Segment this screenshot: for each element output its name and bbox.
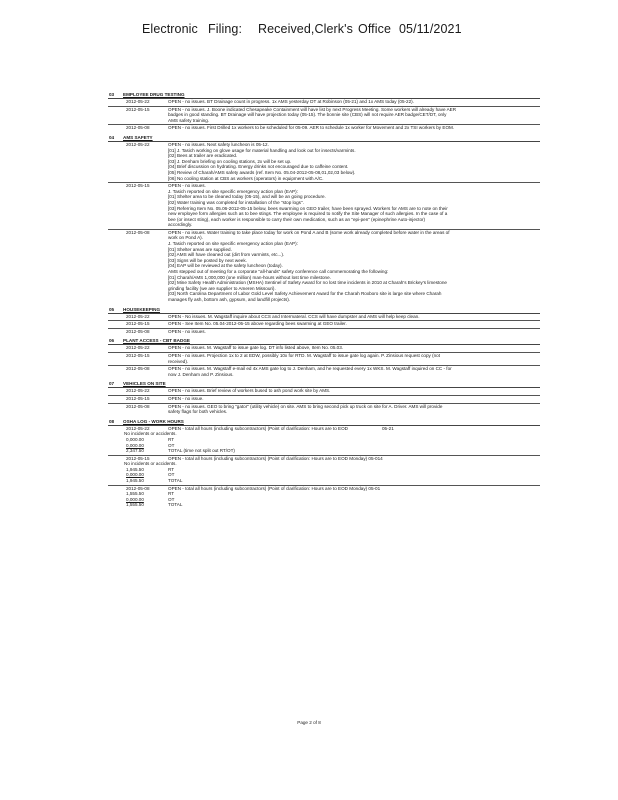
section-header <box>108 419 540 426</box>
entry-body <box>168 99 540 105</box>
hours-label: TOTAL <box>168 502 183 508</box>
dated-entry <box>108 366 540 378</box>
section-title: PLANT ACCESS - CBT BADGE <box>123 338 190 344</box>
hours-row <box>126 478 540 484</box>
entry-text-line: [03] J. Denham briefing on cooling stations, 2x will be set up. <box>168 158 292 164</box>
entry-date: 2012-05-08 <box>126 403 150 409</box>
entry-date: 2012-05-15 <box>126 183 150 189</box>
hours-label: TOTAL <box>168 478 183 484</box>
entry-body <box>168 314 540 320</box>
entry-body <box>168 321 540 327</box>
entry-text-line: OPEN - no issue. <box>168 395 204 401</box>
entry-date: 2012-05-08 <box>126 485 150 491</box>
hours-label: RT <box>168 436 175 442</box>
entry-date: 2012-05-15 <box>126 352 150 358</box>
entry-text-line: OPEN - no issues. J. Boone indicated Chesapeake Containment will have list by next Progress Meeting. Some workers will already have AER <box>168 106 457 112</box>
entry-text-line: OPEN - no issues. Water training to take place today for work on Pond A and B (some work already completed before water in the areas of <box>168 229 450 235</box>
entry-text-line: [01] Shelter areas are supplied. <box>168 246 232 252</box>
entry-body <box>168 183 540 228</box>
page-footer <box>0 720 618 725</box>
agenda-section <box>108 135 540 304</box>
osha-hours-entry <box>108 456 540 486</box>
entry-date: 2012-05-22 <box>126 345 150 351</box>
filing-date: 05/11/2021 <box>399 22 462 36</box>
entry-body <box>168 230 540 303</box>
entry-body <box>168 388 540 394</box>
entry-text-line: OPEN - no issues. <box>168 328 206 334</box>
entry-text-line: work on Pond A). <box>168 235 203 241</box>
dated-entry <box>108 345 540 353</box>
dated-entry <box>108 388 540 396</box>
dated-entry <box>108 183 540 230</box>
hours-label: RT <box>168 466 175 472</box>
hours-value: 2,347.50 <box>126 448 144 454</box>
entry-text-line: grinding facility (we are supplier to Ameren Missouri). <box>168 285 276 291</box>
hours-value: 1,555.50 <box>126 502 144 508</box>
section-header <box>108 307 540 314</box>
dated-entry <box>108 404 540 416</box>
hours-value: 1,555.50 <box>126 491 144 497</box>
entry-text-line: [04] EAP will be reviewed at the safety luncheon (today). <box>168 263 283 269</box>
dated-entry <box>108 107 540 126</box>
dated-entry <box>108 314 540 322</box>
entry-text-line: [03] Referring Item No. 05.06-2012-05-15 below, bees swarming on GEO trailer, have been sprayed. Workers for AMS are to note on their <box>168 205 448 211</box>
hours-label: TOTAL (time not split out RT/OT) <box>168 448 235 454</box>
section-title: VEHICLES ON SITE <box>123 381 166 387</box>
entry-text-line: new employee form allergies such as to bee stings. The employee is required to notify the Site Manager of such allergies. In the case of a <box>168 211 448 217</box>
osha-description-text: OPEN - total all hours (including subcontractors) (Point of clarification: Hours are to EOD <box>168 425 348 431</box>
agenda-section <box>108 92 540 132</box>
entry-body <box>168 366 540 377</box>
entry-text-line: J. Tasich reported on site specific emergency action plan (EAP): <box>168 241 298 247</box>
entry-text-line: [03] North Carolina Department of Labor Gold Level Safety Achievement Award for the Charah Roxboro site is large site where Charah <box>168 291 442 297</box>
osha-description-text: OPEN - total all hours (including subcontractors) (Point of clarification: Hours are to EOD Monday) 05-014 <box>168 455 383 461</box>
dated-entry <box>108 230 540 304</box>
hours-value: 0,000.00 <box>126 472 144 478</box>
hours-label: RT <box>168 491 175 497</box>
entry-text-line: [02] AMS will have cleaned out (dirt from varmints, etc...). <box>168 252 285 258</box>
entry-date: 2012-05-22 <box>126 141 150 147</box>
entry-text-line: [04] Brief discussion on hydrating. Energy drinks not encouraged due to caffeine content. <box>168 164 349 170</box>
dated-entry <box>108 125 540 132</box>
dated-entry <box>108 329 540 336</box>
section-title: AMS SAFETY <box>123 134 153 140</box>
entry-body <box>168 107 540 124</box>
filing-word-office: Office <box>358 22 392 36</box>
entry-date: 2012-05-08 <box>126 229 150 235</box>
section-number: 08 <box>109 418 115 424</box>
agenda-section <box>108 307 540 336</box>
entry-text-line: badges in good standing. BT Drainage will have projection today (05-15). The bonnie site (CBS) will not require AER badge/CET/DT, only <box>168 112 447 118</box>
dated-entry <box>108 321 540 329</box>
entry-date: 2012-05-08 <box>126 125 150 131</box>
entry-text-line: AMS stepped out of meeting for a corporate "all-hands" safety conference call commemorating the following: <box>168 269 389 275</box>
entry-date: 2012-05-08 <box>126 366 150 372</box>
agenda-section-osha <box>108 419 540 509</box>
entry-body <box>168 125 540 131</box>
dated-entry <box>108 396 540 404</box>
filing-word-received: Received,Clerk's <box>258 22 353 36</box>
hours-label: OT <box>168 472 175 478</box>
entry-text-line: OPEN - no issues. GEO to bring "gator" (utility vehicle) on site. AMS to bring second pick up truck on site for A. Driver. AMS will provide <box>168 403 443 409</box>
entry-text-line: J. Tasich reported on site specific emergency action plan (EAP): <box>168 188 298 194</box>
hours-row <box>126 448 540 454</box>
entry-text-line: OPEN - no issues. Brief review of workers bused to ash pond work site by AMS. <box>168 388 331 394</box>
section-number: 03 <box>109 92 115 97</box>
dated-entry <box>108 353 540 366</box>
dated-entry <box>108 142 540 183</box>
entry-date: 2012-05-22 <box>126 313 150 319</box>
entry-text-line: now J. Denham and P. Zinsious. <box>168 371 234 377</box>
entry-text-line: bee (or insect sting), each worker is responsible to carry their own medication, such as an "epi-pen" (epinephrine Auto-injector) <box>168 216 426 222</box>
entry-text-line: OPEN - no issues. Projection 1x to 2 at EDW, possibly 10x for RTD. M. Wagstaff to issue gate log again. P. Zinsious request copy (not <box>168 352 441 358</box>
hours-value: 0,000.00 <box>126 496 144 502</box>
entry-date: 2012-05-22 <box>126 99 150 104</box>
filing-word-filing: Filing: <box>208 22 243 36</box>
entry-body <box>168 142 540 181</box>
entry-text-line: [02] Water training was completed for installation of the "stop logs". <box>168 199 304 205</box>
dated-entry <box>108 99 540 107</box>
filing-stamp-header <box>0 22 618 42</box>
incident-note: No incidents or accidents. <box>124 431 177 437</box>
entry-text-line: OPEN - no issues. <box>168 183 206 189</box>
entry-text-line: OPEN - No issues. M. Wagstaff inquire about CCS and Intermateral. CCS will have dumpster and AMS will help keep clean. <box>168 313 420 319</box>
meeting-minutes-table <box>108 89 540 509</box>
entry-text-line: [01] J. Tasich working on glove usage for material handling and look out for insects/varmints. <box>168 147 356 153</box>
entry-text-line: safety flags for both vehicles. <box>168 409 228 415</box>
incident-note: No incidents or accidents. <box>124 461 177 467</box>
entry-text-line: OPEN - no issues. BT Drainage count in progress. 1x AMS yesterday DT at Robinson (05-21) and 1x AMS today (05-22). <box>168 99 414 104</box>
entry-text-line: [03] Signs will be posted by next week. <box>168 257 247 263</box>
entry-text-line: [02] Mine Safety Health Administration (MSHA) Sentinel of Safety Award for no lost time incidents in 2010 at Charah's Brickey's limestone <box>168 280 447 286</box>
entry-date: 2012-05-22 <box>126 388 150 394</box>
entry-text-line: received). <box>168 358 189 364</box>
entry-text-line: [02] Bees at trailer are eradicated. <box>168 153 238 159</box>
agenda-section <box>108 338 540 378</box>
hours-value: 0,000.00 <box>126 436 144 442</box>
entry-date: 2012-05-08 <box>126 328 150 334</box>
entry-text-line: OPEN - no issues. Next safety luncheon is 05-12. <box>168 141 269 147</box>
hours-label: OT <box>168 496 175 502</box>
section-number: 04 <box>109 134 115 140</box>
entry-body <box>168 329 540 335</box>
hours-value: 1,945.50 <box>126 478 144 484</box>
entry-text-line: AMS safety training. <box>168 117 210 123</box>
entry-date: 2012-05-15 <box>126 455 150 461</box>
osha-description-text: OPEN - total all hours (including subcontractors) (Point of clarification: Hours are to EOD Monday) 05-01 <box>168 485 381 491</box>
entry-text-line: [01] Shelter area to be cleaned today (05-15), and will be an going procedure. <box>168 194 326 200</box>
entry-text-line: manages fly ash, bottom ash, gypsum, and landfill projects). <box>168 297 291 302</box>
section-title: OSHA LOG - WORK HOURS <box>123 418 184 424</box>
entry-text-line: [01] Charah/AMS 1,000,000 (one million) man-hours without lost time milestone. <box>168 274 331 280</box>
entry-body <box>168 404 540 415</box>
section-header <box>108 92 540 99</box>
section-title: HOUSEKEEPING <box>123 306 161 312</box>
osha-hours-entry <box>108 486 540 509</box>
entry-body <box>168 396 540 402</box>
section-header <box>108 381 540 388</box>
osha-description-tail: 05-21 <box>382 425 394 431</box>
section-title: EMPLOYEE DRUG TESTING <box>123 92 185 97</box>
entry-text-line: [06] No cooling station at CBS as workers (operators) in equipment with A/C. <box>168 175 324 181</box>
entry-text-line: [05] Review of Charah/AMS safety awards (ref. Item No. 05.04-2012-05-08,01,02,03 below). <box>168 169 356 175</box>
section-number: 07 <box>109 381 115 387</box>
entry-body <box>168 345 540 351</box>
osha-hours-entry <box>108 426 540 456</box>
entry-date: 2012-05-15 <box>126 321 150 327</box>
filing-word-electronic: Electronic <box>142 22 198 36</box>
hours-label: OT <box>168 442 175 448</box>
entry-text-line: OPEN - no issues. M. Wagstaff e-mail ed 4x AMS gate log to J. Denham, and he requested every 1x WKS. M. Wagstaff inquired on CC - for <box>168 366 452 372</box>
page-number: Page 2 of 8 <box>297 720 321 725</box>
hours-value: 1,945.50 <box>126 466 144 472</box>
entry-text-line: OPEN - See Item No. 05.04-2012-05-15 above regarding bees swarming at GEO trailer. <box>168 321 347 327</box>
agenda-section <box>108 381 540 415</box>
section-header <box>108 135 540 142</box>
entry-date: 2012-05-15 <box>126 395 150 401</box>
hours-value: 0,000.00 <box>126 442 144 448</box>
entry-text-line: OPEN - no issues. First Drilled 1x workers to be scheduled for 05-09. AER to schedule 1x worker for Movement and 2x TSI workers by EOM. <box>168 125 455 131</box>
section-number: 05 <box>109 306 115 312</box>
section-number: 06 <box>109 338 115 344</box>
entry-date: 2012-05-22 <box>126 425 150 431</box>
entry-date: 2012-05-15 <box>126 106 150 112</box>
hours-row <box>126 502 540 508</box>
section-header <box>108 338 540 345</box>
entry-text-line: OPEN - no issues. M. Wagstaff to issue gate log. DT info listed above, Item No. 05.03. <box>168 345 344 351</box>
entry-text-line: accordingly. <box>168 222 193 228</box>
entry-body <box>168 353 540 364</box>
